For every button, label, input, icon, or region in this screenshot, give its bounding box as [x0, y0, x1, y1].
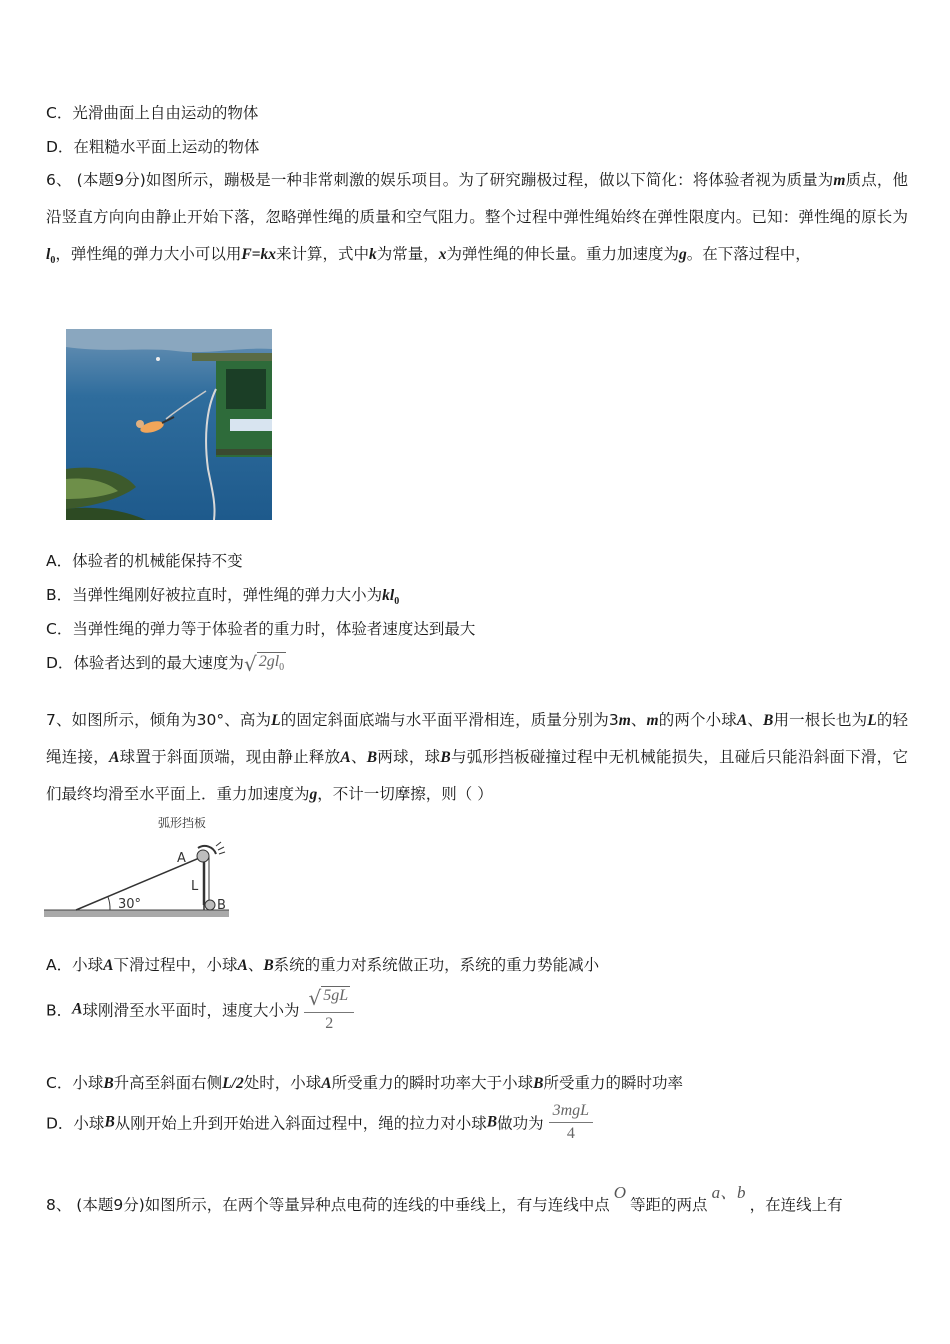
q7-line1b: 的固定斜面底端与水平面平滑相连，质量分别为3 — [280, 711, 619, 729]
ball-b — [205, 900, 215, 910]
q7-line2b: 的轻绳连接， — [46, 711, 908, 766]
q7-line2f: 与弧形挡板碰撞过程中无机械能损失，且碰后只 — [450, 748, 783, 766]
q7-B1: B — [762, 712, 774, 729]
sqrt-sign-icon: √ — [308, 986, 322, 1010]
q7-c-B: B — [103, 1075, 114, 1092]
q8-O: O — [613, 1183, 627, 1202]
q7-d-numerator: 3mgL — [549, 1102, 593, 1123]
q6-text-5: 为常量， — [376, 245, 439, 263]
q7-line2: 为 — [851, 711, 868, 729]
ball-a — [197, 850, 209, 862]
q7-option-d — [46, 1102, 593, 1143]
angle-arc — [108, 897, 110, 910]
q6-option-d-sqrt — [244, 652, 286, 676]
q7-b-numerator — [304, 986, 354, 1013]
q6-k: k — [369, 246, 377, 263]
q7-line1f: 用一根长也 — [773, 711, 852, 729]
q7-line3b: ，不计一切摩擦，则（ ） — [317, 785, 493, 803]
q7-c-L: L/2 — [222, 1075, 244, 1092]
q7-b-radicand: 5gL — [321, 986, 350, 1010]
q6-text-6: 为弹性绳的伸长量。重力加速度为 — [446, 245, 680, 263]
q7-c-A: A — [321, 1075, 332, 1092]
q7-B2: B — [366, 749, 378, 766]
q7-a4: 系统的重力对系统做正功，系统的重力势能减小 — [273, 956, 600, 974]
q7-L2: L — [867, 712, 877, 729]
q7-L1: L — [271, 712, 281, 729]
q7-c-B2: B — [533, 1075, 544, 1092]
q7-a-A2: A — [237, 957, 248, 974]
q7-d3: 做功为 — [497, 1114, 544, 1133]
question-8-text — [46, 1183, 843, 1215]
q7-b1: B． — [46, 1001, 73, 1020]
question-7-text — [46, 702, 908, 813]
q7-A1: A — [736, 712, 748, 729]
q6-text-1: 如图所示，蹦极是一种非常刺激的娱乐项目。为了研究蹦极过程，做以下简化：将体验者视为质量为 — [145, 171, 834, 189]
q7-b-fraction — [304, 986, 354, 1033]
q7-m1: m — [618, 712, 631, 729]
q7-a-A: A — [103, 957, 114, 974]
q7-a1: A．小球 — [46, 956, 104, 974]
q7-a-B: B — [263, 957, 274, 974]
q7-line2d: 、 — [350, 748, 367, 766]
q6-option-d-text: D．体验者达到的最大速度为 — [46, 654, 244, 672]
q7-b-A: A — [72, 1000, 83, 1018]
q6-sqrt-radicand — [257, 652, 286, 676]
q6-option-c: C．当弹性绳的弹力等于体验者的重力时，体验者速度达到最大 — [46, 620, 476, 638]
q8-text-3: ，在连线上有 — [749, 1196, 843, 1214]
q7-b-sqrt — [308, 986, 350, 1010]
q7-line1: 7、如图所示，倾角为30°、高为 — [46, 711, 272, 729]
incline-diagram-svg — [44, 812, 244, 924]
q7-d-B: B — [104, 1113, 115, 1131]
q6-kl-sub: 0 — [394, 596, 400, 608]
q6-kl: kl — [382, 587, 395, 604]
q6-option-b-text: B．当弹性绳刚好被拉直时，弹性绳的弹力大小为 — [46, 586, 383, 604]
question-6-text — [46, 162, 908, 279]
q6-option-a: A．体验者的机械能保持不变 — [46, 552, 243, 570]
q6-text-4: 来计算，式中 — [276, 245, 370, 263]
q6-option-d — [46, 651, 286, 676]
q7-A3: A — [340, 749, 351, 766]
q6-l0 — [46, 246, 56, 267]
angle-label: 30° — [118, 897, 142, 912]
q6-option-b — [46, 583, 399, 607]
q7-c3: 处时，小球 — [243, 1074, 322, 1092]
q7-c2: 升高至斜面右侧 — [113, 1074, 223, 1092]
incline-diagram — [44, 812, 244, 924]
q7-a3: 、 — [247, 956, 264, 974]
q6-x: x — [438, 246, 447, 263]
q7-b-denominator: 2 — [325, 1015, 334, 1032]
q6-radicand-text: 2gl — [258, 652, 280, 670]
question-6-header: 6、 (本题9分) — [46, 171, 146, 189]
q7-line2c: 球置于斜面顶端，现由静止释放 — [119, 748, 341, 766]
q7-d1: D．小球 — [46, 1114, 105, 1133]
label-a: A — [177, 851, 186, 866]
q7-d-fraction — [549, 1102, 593, 1143]
q7-A2: A — [109, 749, 120, 766]
sqrt-sign-icon: √ — [243, 651, 257, 676]
q6-text-2: 质点，他沿竖直方向向由静止开始下落，忽略弹性绳的质量和空气阻力。整个过程中弹性绳始终在弹性限度内。已知：弹性绳的原长为 — [46, 171, 908, 226]
q7-g: g — [309, 786, 318, 803]
q7-B3: B — [440, 749, 451, 766]
q6-text-7: 。在下落过程中， — [686, 245, 811, 263]
q6-text-3: ，弹性绳的弹力大小可以用 — [55, 245, 242, 263]
bungee-jump-photo — [66, 329, 272, 520]
q6-g: g — [679, 246, 687, 263]
q6-l0-sub: 0 — [50, 255, 56, 267]
q7-line1d: 的两个小球 — [658, 711, 737, 729]
q6-m: m — [833, 172, 846, 189]
q7-line1c: 、 — [630, 711, 647, 729]
bungee-photo-svg — [66, 329, 272, 520]
q8-ab: a、b — [711, 1183, 746, 1202]
q8-text-2: 等距的两点 — [630, 1196, 708, 1214]
q7-d-denominator: 4 — [566, 1125, 575, 1142]
q7-a2: 下滑过程中，小球 — [113, 956, 238, 974]
baffle-label: 弧形挡板 — [157, 816, 207, 830]
option-d-prev: D．在粗糙水平面上运动的物体 — [46, 138, 260, 156]
q7-option-c — [46, 1071, 683, 1093]
label-b: B — [217, 898, 226, 913]
q7-line3: 能沿斜面下滑，它们最终均滑至水平面上．重力加速度为 — [46, 748, 908, 803]
q7-option-a — [46, 953, 599, 975]
q7-c1: C．小球 — [46, 1074, 104, 1092]
q7-d-B2: B — [486, 1113, 498, 1131]
q8-text-1: 如图所示，在两个等量异种点电荷的连线的中垂线上，有与连线中点 — [144, 1196, 610, 1214]
q6-formula: F=kx — [241, 246, 276, 263]
q7-c4: 所受重力的瞬时功率大于小球 — [331, 1074, 534, 1092]
q7-line2e: 两球，球 — [377, 748, 441, 766]
q7-b2: 球刚滑至水平面时，速度大小为 — [82, 1001, 300, 1020]
q7-option-b — [46, 986, 354, 1033]
q7-c5: 所受重力的瞬时功率 — [543, 1074, 683, 1092]
q6-l: l — [46, 246, 51, 263]
q6-radicand-sub: 0 — [279, 661, 285, 673]
q7-m2: m — [646, 712, 659, 729]
question-8-header: 8、 (本题9分) — [46, 1196, 145, 1214]
label-l: L — [191, 879, 199, 894]
option-c-prev: C．光滑曲面上自由运动的物体 — [46, 104, 259, 122]
q6-option-b-kl — [382, 587, 400, 608]
q7-line1e: 、 — [747, 711, 763, 729]
q7-d2: 从刚开始上升到开始进入斜面过程中，绳的拉力对小球 — [114, 1114, 487, 1133]
